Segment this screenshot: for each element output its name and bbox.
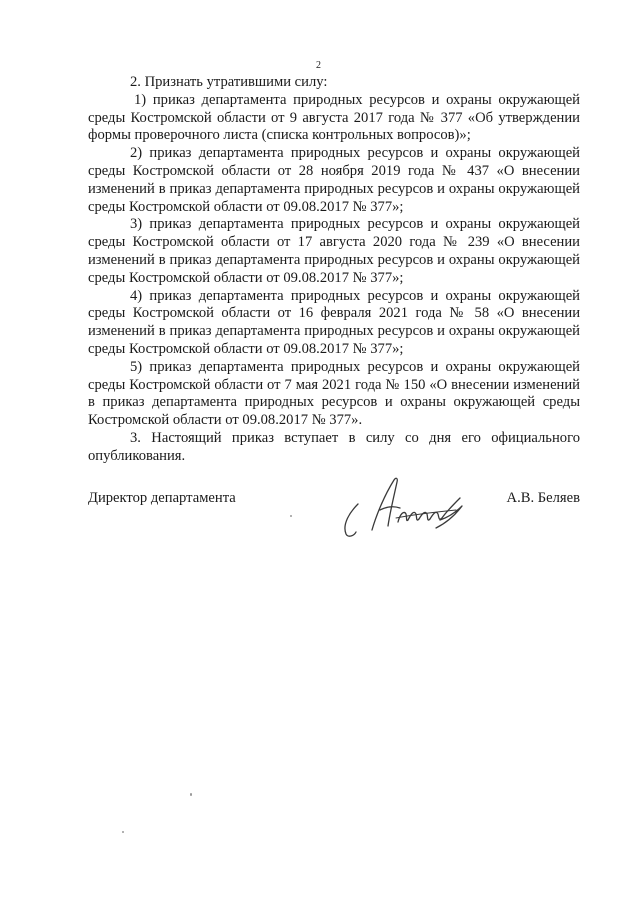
handwritten-signature: [336, 460, 476, 540]
signatory-name: А.В. Беляев: [506, 490, 580, 506]
scan-speck: [122, 831, 124, 833]
signatory-role: Директор департамента: [88, 490, 236, 506]
page-number: 2: [316, 60, 321, 71]
paragraph-item-3: 3. Настоящий приказ вступает в силу со дня его официального опубликования.: [88, 429, 580, 464]
list-item-1: 1) приказ департамента природных ресурсов и охраны окружающей среды Костромской области от 9 августа 2017 года № 377 «Об утверждении формы проверочного листа (списка контрольных вопросов)»;: [88, 91, 580, 144]
scan-speck: [290, 515, 292, 517]
scan-speck: [190, 793, 192, 796]
list-item-3: 3) приказ департамента природных ресурсов и охраны окружающей среды Костромской области от 17 августа 2020 года № 239 «О внесении изменений в приказ департамента природных ресурсов и охраны окружающей среды Костромской области от 09.08.2017 № 377»;: [88, 216, 580, 286]
document-body: [88, 74, 580, 466]
paragraph-item-2: 2. Признать утратившими силу:: [130, 74, 328, 90]
list-item-4: 4) приказ департамента природных ресурсов и охраны окружающей среды Костромской области от 16 февраля 2021 года № 58 «О внесении изменений в приказ департамента природных ресурсов и охраны окружающей среды Костромской области от 09.08.2017 № 377»;: [88, 287, 580, 357]
signature-block: [88, 488, 580, 548]
list-item-2: 2) приказ департамента природных ресурсов и охраны окружающей среды Костромской области от 28 ноября 2019 года № 437 «О внесении изменений в приказ департамента природных ресурсов и охраны окружающей среды Костромской области от 09.08.2017 № 377»;: [88, 145, 580, 215]
list-item-5: 5) приказ департамента природных ресурсов и охраны окружающей среды Костромской области от 7 мая 2021 года № 150 «О внесении изменений в приказ департамента природных ресурсов и охраны окружающей среды Костромской области от 09.08.2017 № 377».: [88, 358, 580, 429]
